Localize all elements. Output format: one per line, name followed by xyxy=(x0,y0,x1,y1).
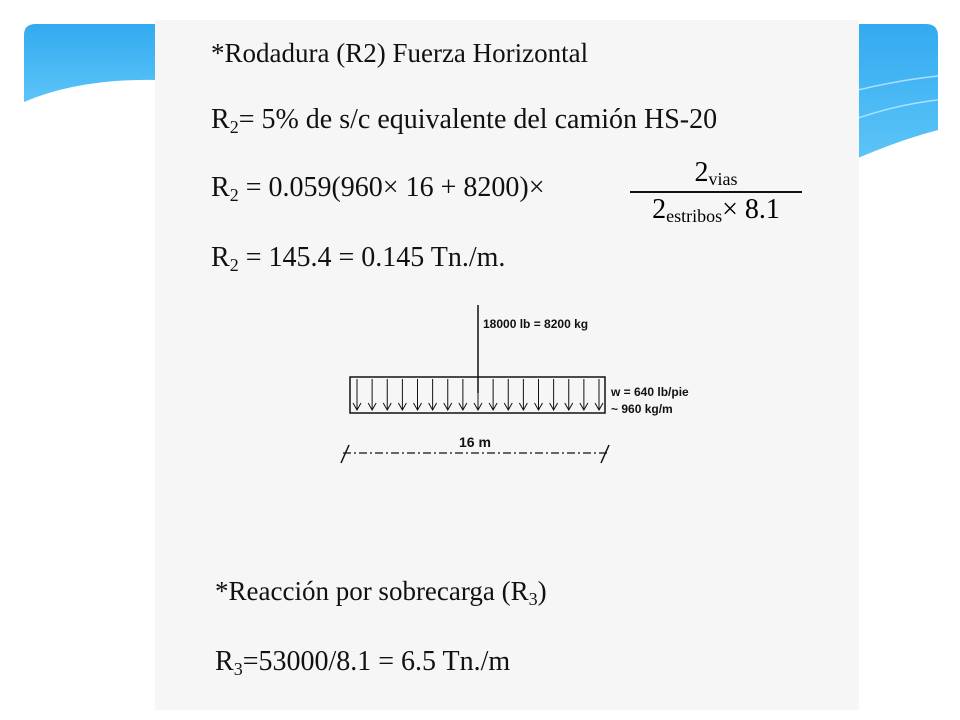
distributed-load-label-1: w = 640 lb/pie xyxy=(611,385,689,399)
r2-definition: R2= 5% de s/c equivalente del camión HS-20 xyxy=(211,104,718,137)
span-left-mark xyxy=(341,445,349,463)
distributed-load-arrows xyxy=(353,379,603,410)
fraction-numerator: 2vias xyxy=(694,157,738,189)
r2-result: R2 = 145.4 = 0.145 Tn./m. xyxy=(211,242,506,275)
span-right-mark xyxy=(601,445,609,463)
banner-left-shape xyxy=(24,24,160,102)
fraction-denominator: 2estribos× 8.1 xyxy=(652,193,780,226)
r3-formula: R3=53000/8.1 = 6.5 Tn./m xyxy=(215,646,511,679)
distributed-load-label-2: ~ 960 kg/m xyxy=(611,402,673,416)
banner-right-shape xyxy=(858,24,938,158)
r2-fraction xyxy=(630,157,802,226)
span-label: 16 m xyxy=(459,434,491,450)
r2-formula: R2 = 0.059(960× 16 + 8200)× xyxy=(211,172,545,205)
heading-rodadura: *Rodadura (R2) Fuerza Horizontal xyxy=(211,38,589,68)
point-load-label: 18000 lb = 8200 kg xyxy=(483,317,589,331)
load-diagram xyxy=(335,295,735,475)
heading-reaccion-sobrecarga: *Reacción por sobrecarga (R3) xyxy=(215,576,547,609)
scanned-page xyxy=(155,20,859,710)
